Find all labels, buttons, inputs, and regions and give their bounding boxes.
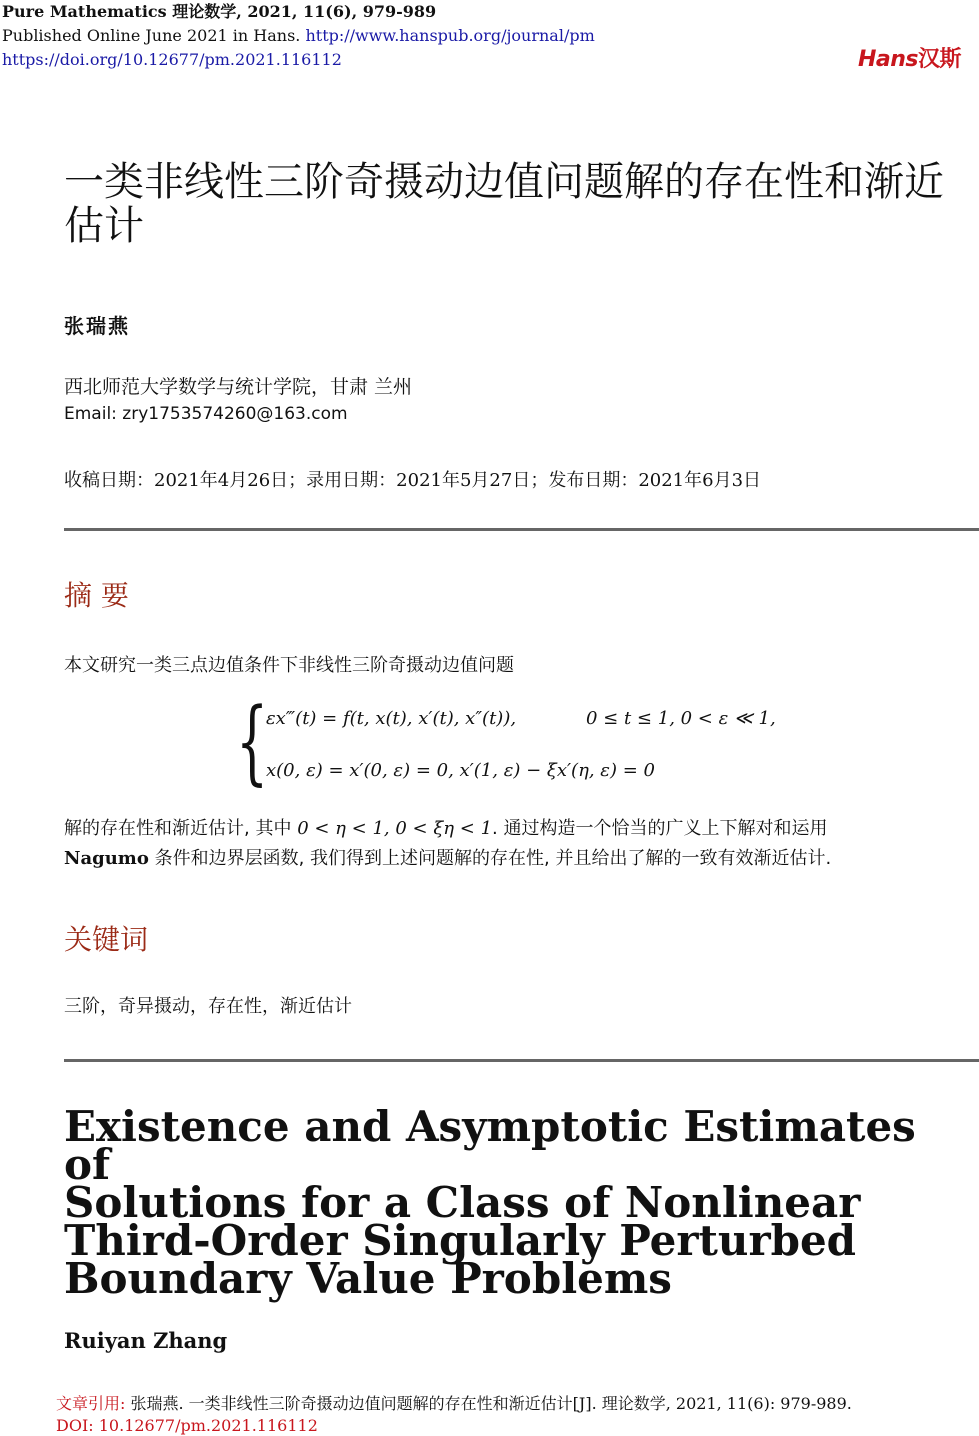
divider-bottom xyxy=(64,1059,979,1062)
title-en-line: Third-Order Singularly Perturbed xyxy=(64,1216,857,1265)
abstract-line-1-math: 0 < η < 1, 0 < ξη < 1 xyxy=(297,818,493,839)
citation-doi[interactable]: 10.12677/pm.2021.116112 xyxy=(98,1416,318,1435)
citation-line xyxy=(56,1394,852,1414)
title-en-line: Solutions for a Class of Nonlinear xyxy=(64,1178,861,1227)
divider-top xyxy=(64,528,979,531)
nagumo-term: Nagumo xyxy=(64,848,149,869)
equation-brace: { xyxy=(236,688,269,795)
equation-1: εx‴(t) = f(t, x(t), x′(t), x″(t)), xyxy=(266,708,517,729)
abstract-line-1a: 解的存在性和渐近估计, 其中 xyxy=(64,818,292,839)
logo-cn: 汉斯 xyxy=(917,47,961,72)
citation-label: 文章引用: xyxy=(56,1394,126,1413)
citation-doi-line xyxy=(56,1416,318,1436)
author-cn: 张瑞燕 xyxy=(64,314,130,338)
logo-en: Hans xyxy=(857,47,918,72)
doi-url-link[interactable]: https://doi.org/10.12677/pm.2021.116112 xyxy=(2,50,342,69)
journal-url-link[interactable]: http://www.hanspub.org/journal/pm xyxy=(305,26,595,45)
email: Email: zry1753574260@163.com xyxy=(64,404,348,424)
abstract-intro: 本文研究一类三点边值条件下非线性三阶奇摄动边值问题 xyxy=(64,655,514,676)
abstract-line-1b: . 通过构造一个恰当的广义上下解对和运用 xyxy=(492,818,828,839)
abstract-line-2-rest: 条件和边界层函数, 我们得到上述问题解的存在性, 并且给出了解的一致有效渐近估计. xyxy=(148,848,832,869)
title-en-line: Boundary Value Problems xyxy=(64,1254,672,1303)
title-en-line: Existence and Asymptotic Estimates of xyxy=(64,1102,916,1189)
dates: 收稿日期：2021年4月26日；录用日期：2021年5月27日；发布日期：2021年6月3日 xyxy=(64,470,762,491)
abstract-line-1 xyxy=(64,815,969,843)
equation-1-condition: 0 ≤ t ≤ 1, 0 < ε ≪ 1, xyxy=(586,708,776,729)
abstract-heading: 摘 要 xyxy=(64,579,129,612)
journal-line: Pure Mathematics 理论数学, 2021, 11(6), 979-989 xyxy=(2,2,437,21)
citation-text: 张瑞燕. 一类非线性三阶奇摄动边值问题解的存在性和渐近估计[J]. 理论数学, 2021, 11(6): 979-989. xyxy=(130,1394,852,1413)
author-en: Ruiyan Zhang xyxy=(64,1328,228,1353)
keywords-text: 三阶，奇异摄动，存在性，渐近估计 xyxy=(64,996,352,1017)
abstract-line-2 xyxy=(64,845,969,873)
hans-logo xyxy=(858,42,961,73)
published-prefix: Published Online June 2021 in Hans. xyxy=(2,26,301,45)
title-en xyxy=(64,1102,964,1303)
citation-doi-label: DOI: xyxy=(56,1416,94,1435)
equation-2: x(0, ε) = x′(0, ε) = 0, x′(1, ε) − ξx′(η, ε) = 0 xyxy=(266,760,655,781)
affiliation: 西北师范大学数学与统计学院，甘肃 兰州 xyxy=(64,376,413,398)
keywords-heading: 关键词 xyxy=(64,923,149,956)
published-line xyxy=(2,26,595,46)
title-cn: 一类非线性三阶奇摄动边值问题解的存在性和渐近估计 xyxy=(64,159,944,249)
